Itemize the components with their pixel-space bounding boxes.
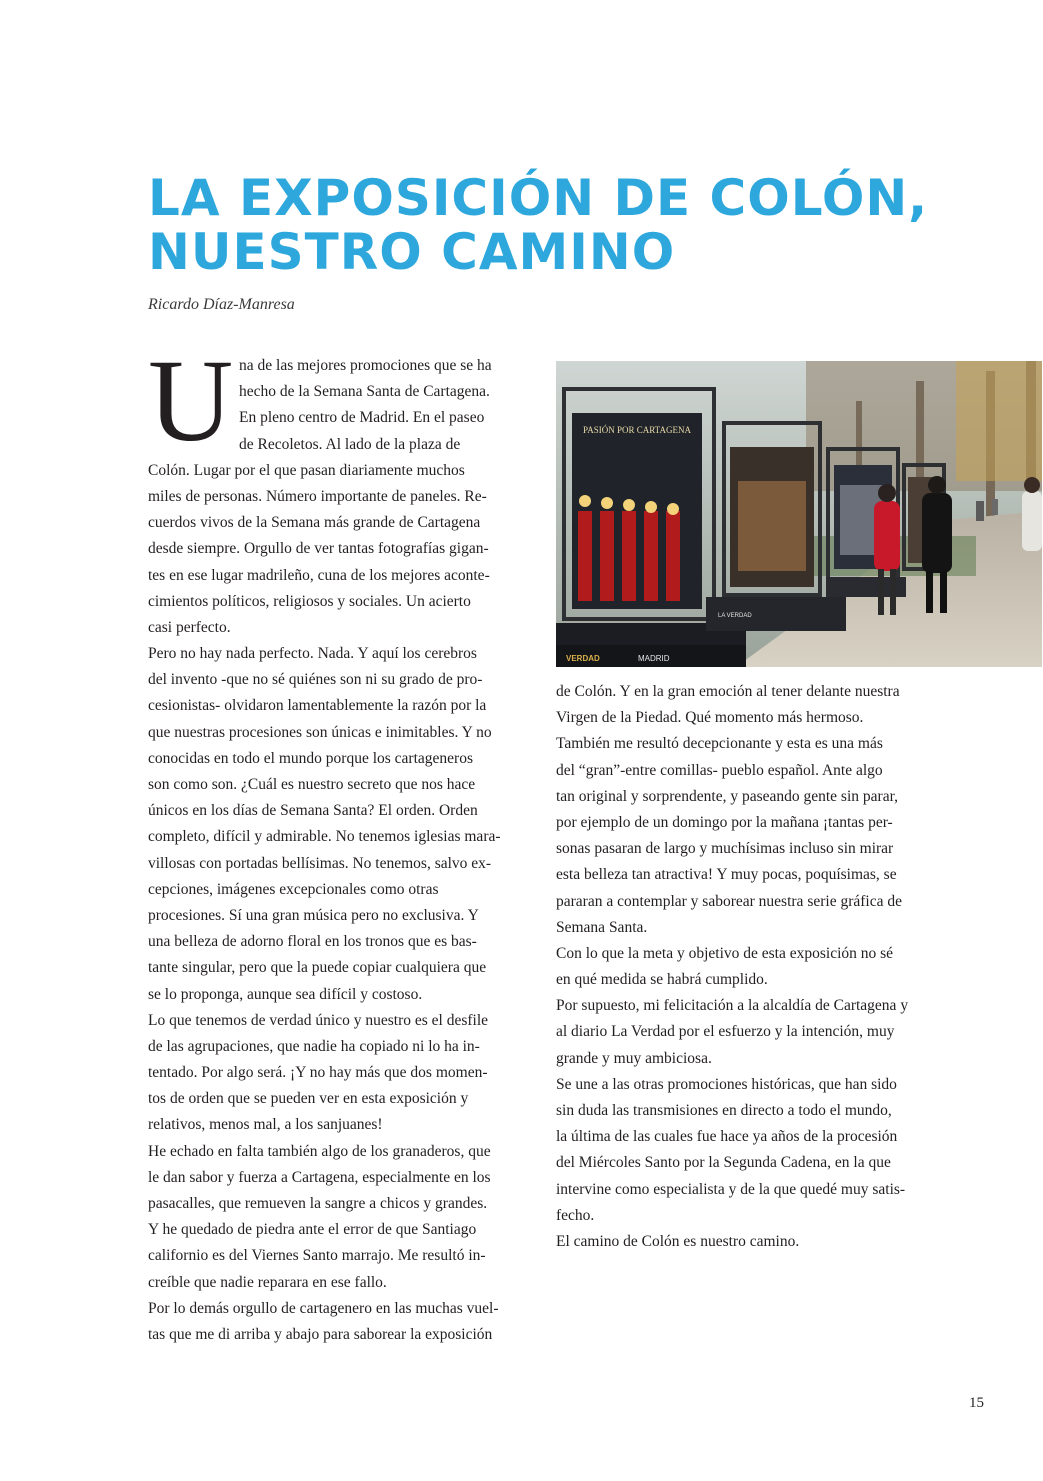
left-column bbox=[148, 353, 530, 1348]
text-line: El camino de Colón es nuestro camino. bbox=[556, 1232, 800, 1250]
text-line: procesiones. Sí una gran música pero no exclusiva. Y bbox=[148, 906, 479, 924]
base-label-mid: MADRID bbox=[638, 654, 670, 663]
text-line: que nuestras procesiones son únicas e inimitables. Y no bbox=[148, 723, 492, 741]
text-line: esta belleza tan atractiva! Y muy pocas, poquísimas, se bbox=[556, 866, 897, 884]
text-line: tentado. Por algo será. ¡Y no hay más que dos momen- bbox=[148, 1064, 488, 1082]
text-line: se lo proponga, aunque sea difícil y costoso. bbox=[148, 985, 423, 1003]
title-line: LA EXPOSICIÓN DE COLÓN, bbox=[148, 169, 929, 227]
text-line: Virgen de la Piedad. Qué momento más hermoso. bbox=[556, 709, 864, 727]
text-line: conocidas en todo el mundo porque los cartageneros bbox=[148, 749, 473, 767]
text-line: cesionistas- olvidaron lamentablemente la razón por la bbox=[148, 697, 487, 715]
text-line: hecho de la Semana Santa de Cartagena. bbox=[239, 383, 490, 401]
text-line: sin duda las transmisiones en directo a todo el mundo, bbox=[556, 1102, 892, 1119]
text-line: le dan sabor y fuerza a Cartagena, especialmente en los bbox=[148, 1168, 491, 1186]
text-line: la última de las cuales fue hace ya años de la procesión bbox=[556, 1128, 898, 1146]
text-line: relativos, menos mal, a los sanjuanes! bbox=[148, 1116, 383, 1134]
text-line: tes en ese lugar madrileño, cuna de los mejores aconte- bbox=[148, 566, 490, 584]
article-title bbox=[148, 171, 1008, 279]
text-line: Lo que tenemos de verdad único y nuestro es el desfile bbox=[148, 1011, 489, 1029]
text-line: cepciones, imágenes excepcionales como otras bbox=[148, 880, 439, 898]
text-line: villosas con portadas bellísimas. No tenemos, salvo ex- bbox=[148, 854, 492, 872]
text-line: pararan a contemplar y saborear nuestra serie gráfica de bbox=[556, 892, 902, 910]
text-line: sonas pasaran de largo y muchísimas incluso sin mirar bbox=[556, 840, 894, 858]
text-line: Colón. Lugar por el que pasan diariamente muchos bbox=[148, 461, 465, 479]
text-line: Semana Santa. bbox=[556, 918, 648, 936]
text-line: cimientos políticos, religiosos y sociales. Un acierto bbox=[148, 592, 471, 610]
text-line: completo, difícil y admirable. No tenemos iglesias mara- bbox=[148, 828, 501, 846]
text-line: También me resultó decepcionante y esta es una más bbox=[556, 735, 883, 753]
right-column bbox=[556, 679, 946, 1255]
text-line: del Miércoles Santo por la Segunda Cadena, en la que bbox=[556, 1154, 891, 1172]
text-line: Pero no hay nada perfecto. Nada. Y aquí los cerebros bbox=[148, 645, 477, 663]
text-line: tan original y sorprendente, y paseando gente sin parar, bbox=[556, 787, 898, 805]
text-line: tos de orden que se pueden ver en esta exposición y bbox=[148, 1090, 469, 1108]
text-line: En pleno centro de Madrid. En el paseo bbox=[239, 409, 485, 427]
text-line: son como son. ¿Cuál es nuestro secreto que nos hace bbox=[148, 776, 476, 793]
text-line: de Recoletos. Al lado de la plaza de bbox=[239, 435, 461, 453]
text-line: grande y muy ambiciosa. bbox=[556, 1049, 712, 1067]
text-line: na de las mejores promociones que se ha bbox=[239, 357, 492, 374]
drop-cap: U bbox=[148, 335, 234, 466]
text-line: casi perfecto. bbox=[148, 618, 231, 636]
text-line: del “gran”-entre comillas- pueblo español. Ante algo bbox=[556, 761, 883, 779]
title-line: NUESTRO CAMINO bbox=[148, 223, 676, 281]
text-line: Se une a las otras promociones históricas, que han sido bbox=[556, 1075, 897, 1093]
text-line: únicos en los días de Semana Santa? El orden. Orden bbox=[148, 802, 478, 820]
text-line: Por lo demás orgullo de cartagenero en las muchas vuel- bbox=[148, 1299, 499, 1317]
text-line: fecho. bbox=[556, 1206, 595, 1224]
panel-title: PASIÓN POR CARTAGENA bbox=[583, 425, 691, 435]
exhibition-photo-graphic bbox=[556, 361, 1042, 667]
text-line: miles de personas. Número importante de paneles. Re- bbox=[148, 487, 487, 505]
text-line: cuerdos vivos de la Semana más grande de Cartagena bbox=[148, 514, 481, 532]
text-line: una belleza de adorno floral en los tronos que es bas- bbox=[148, 933, 477, 951]
text-line: Con lo que la meta y objetivo de esta exposición no sé bbox=[556, 944, 894, 962]
text-line: de Colón. Y en la gran emoción al tener delante nuestra bbox=[556, 683, 900, 700]
author-byline: Ricardo Díaz-Manresa bbox=[148, 296, 295, 313]
text-line: por ejemplo de un domingo por la mañana ¡tantas per- bbox=[556, 813, 893, 831]
text-line: tas que me di arriba y abajo para saborear la exposición bbox=[148, 1325, 493, 1343]
text-line: en qué medida se habrá cumplido. bbox=[556, 971, 768, 989]
text-line: de las agrupaciones, que nadie ha copiado ni lo ha in- bbox=[148, 1037, 480, 1055]
text-line: tante singular, pero que la puede copiar cualquiera que bbox=[148, 959, 487, 977]
base-label-left: VERDAD bbox=[566, 654, 600, 663]
text-line: Por supuesto, mi felicitación a la alcaldía de Cartagena y bbox=[556, 997, 909, 1015]
base-label-small: LA VERDAD bbox=[718, 613, 752, 619]
text-line: desde siempre. Orgullo de ver tantas fotografías gigan- bbox=[148, 540, 489, 558]
text-line: al diario La Verdad por el esfuerzo y la intención, muy bbox=[556, 1023, 895, 1041]
text-line: creíble que nadie reparara en ese fallo. bbox=[148, 1273, 387, 1291]
text-line: Y he quedado de piedra ante el error de que Santiago bbox=[148, 1221, 477, 1239]
text-line: californio es del Viernes Santo marrajo. Me resultó in- bbox=[148, 1247, 486, 1265]
page-number: 15 bbox=[969, 1395, 984, 1411]
text-line: intervine como especialista y de la que quedé muy satis- bbox=[556, 1180, 906, 1198]
text-line: pasacalles, que remueven la sangre a chicos y grandes. bbox=[148, 1195, 488, 1212]
text-line: He echado en falta también algo de los granaderos, que bbox=[148, 1142, 491, 1160]
exhibition-photo bbox=[556, 361, 1042, 667]
text-line: del invento -que no sé quiénes son ni su grado de pro- bbox=[148, 671, 483, 689]
